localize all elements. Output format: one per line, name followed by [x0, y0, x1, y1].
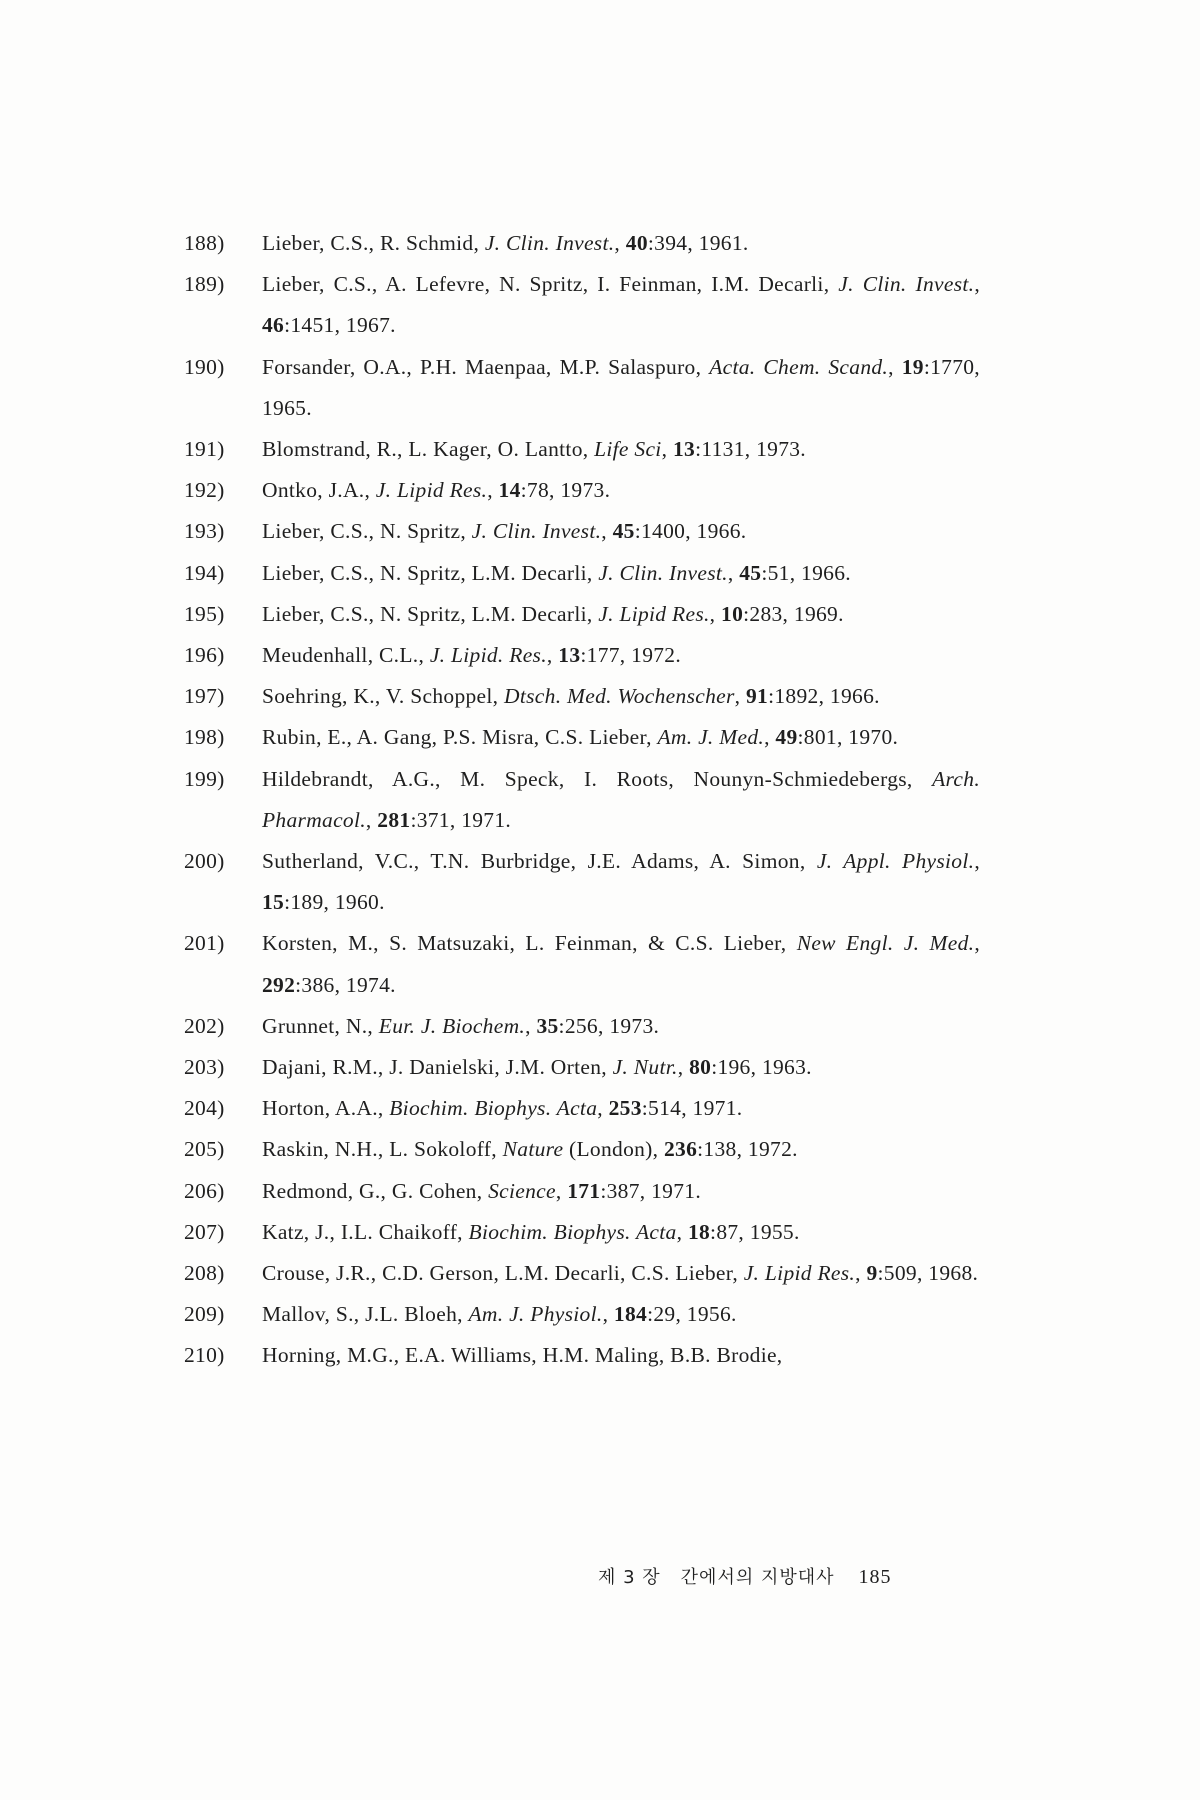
reference-journal: J. Lipid Res. — [598, 601, 710, 626]
reference-separator: , — [974, 931, 980, 956]
reference-volume: 46 — [262, 313, 285, 338]
reference-item — [184, 1088, 980, 1129]
reference-pages-year: :1770, 1965. — [262, 354, 980, 420]
reference-separator: , — [525, 1013, 537, 1038]
reference-pages-year: :514, 1971. — [641, 1096, 743, 1121]
reference-volume: 18 — [687, 1219, 711, 1244]
reference-pages-year: :801, 1970. — [797, 725, 899, 750]
reference-authors: Lieber, C.S., N. Spritz, — [262, 519, 472, 544]
reference-authors: Blomstrand, R., L. Kager, O. Lantto, — [262, 437, 595, 462]
reference-journal: Science — [488, 1178, 556, 1203]
reference-text — [262, 1088, 980, 1129]
reference-volume: 13 — [558, 643, 581, 668]
reference-authors: Sutherland, V.C., T.N. Burbridge, J.E. Adams, A. Simon, — [262, 849, 817, 874]
reference-volume: 292 — [262, 972, 296, 997]
reference-journal: Eur. J. Biochem. — [378, 1013, 526, 1038]
reference-authors: Lieber, C.S., N. Spritz, L.M. Decarli, — [262, 560, 599, 585]
reference-separator: , — [888, 354, 902, 379]
reference-number: 197) — [184, 684, 225, 709]
reference-text — [262, 1212, 980, 1253]
reference-separator: , — [734, 684, 746, 709]
reference-item — [184, 553, 980, 594]
reference-volume: 91 — [746, 684, 769, 709]
reference-separator: , — [727, 560, 740, 585]
reference-pages-year: :51, 1966. — [761, 560, 851, 585]
reference-authors: Horning, M.G., E.A. Williams, H.M. Maling, B.B. Brodie, — [262, 1343, 783, 1368]
reference-text — [262, 1171, 980, 1212]
reference-volume: 10 — [721, 601, 744, 626]
reference-separator: , — [555, 1178, 568, 1203]
reference-pages-year: :394, 1961. — [647, 231, 749, 255]
reference-authors: Forsander, O.A., P.H. Maenpaa, M.P. Salaspuro, — [262, 354, 710, 379]
reference-text — [262, 223, 980, 264]
reference-volume: 13 — [672, 437, 696, 462]
reference-item — [184, 1006, 980, 1047]
reference-number: 207) — [184, 1219, 225, 1244]
reference-text — [262, 511, 980, 552]
reference-pages-year: :78, 1973. — [520, 478, 611, 503]
reference-separator: , — [661, 437, 673, 462]
reference-item — [184, 717, 980, 758]
reference-journal: J. Lipid. Res. — [429, 643, 547, 668]
reference-number: 201) — [184, 931, 225, 956]
reference-item — [184, 923, 980, 1005]
reference-item — [184, 1294, 980, 1335]
reference-number: 208) — [184, 1261, 225, 1286]
reference-number: 195) — [184, 601, 225, 626]
reference-volume: 19 — [901, 354, 924, 379]
reference-pages-year: :509, 1968. — [877, 1261, 979, 1286]
reference-number: 209) — [184, 1302, 225, 1327]
reference-text — [262, 635, 980, 676]
reference-authors: Korsten, M., S. Matsuzaki, L. Feinman, & C.S. Lieber, — [262, 931, 797, 956]
reference-journal: J. Appl. Physiol. — [816, 849, 975, 874]
reference-separator: , — [677, 1055, 690, 1080]
reference-text — [262, 676, 980, 717]
reference-item — [184, 347, 980, 429]
reference-separator: (London), — [563, 1137, 664, 1162]
reference-pages-year: :1892, 1966. — [768, 684, 880, 709]
reference-text — [262, 1006, 980, 1047]
reference-journal: New Engl. J. Med. — [796, 931, 975, 956]
reference-journal: J. Clin. Invest. — [484, 231, 615, 255]
reference-journal: Am. J. Physiol. — [468, 1302, 603, 1327]
page-number: 185 — [858, 1566, 892, 1588]
reference-text — [262, 347, 980, 429]
reference-journal: J. Lipid Res. — [375, 478, 488, 503]
reference-volume: 184 — [613, 1302, 648, 1327]
reference-volume: 35 — [536, 1013, 559, 1038]
reference-text — [262, 759, 980, 841]
reference-authors: Ontko, J.A., — [262, 478, 376, 503]
reference-separator: , — [365, 807, 378, 832]
reference-number: 189) — [184, 272, 225, 297]
reference-item — [184, 759, 980, 841]
reference-pages-year: :256, 1973. — [558, 1013, 660, 1038]
reference-separator: , — [597, 1096, 609, 1121]
reference-journal: Biochim. Biophys. Acta — [468, 1219, 677, 1244]
reference-number: 206) — [184, 1178, 225, 1203]
reference-number: 199) — [184, 766, 225, 791]
reference-journal: Biochim. Biophys. Acta — [389, 1096, 598, 1121]
reference-text — [262, 1129, 980, 1170]
reference-pages-year: :1400, 1966. — [634, 519, 747, 544]
reference-separator: , — [546, 643, 559, 668]
reference-volume: 49 — [775, 725, 798, 750]
reference-item — [184, 223, 980, 264]
reference-volume: 15 — [262, 890, 285, 915]
reference-volume: 281 — [377, 807, 411, 832]
reference-text — [262, 1335, 980, 1376]
reference-text — [262, 717, 980, 758]
reference-number: 205) — [184, 1137, 225, 1162]
reference-text — [262, 470, 980, 511]
reference-authors: Raskin, N.H., L. Sokoloff, — [262, 1137, 503, 1162]
reference-journal: Acta. Chem. Scand. — [709, 354, 889, 379]
reference-pages-year: :386, 1974. — [295, 972, 396, 997]
reference-number: 192) — [184, 478, 225, 503]
reference-separator: , — [614, 231, 626, 255]
reference-authors: Crouse, J.R., C.D. Gerson, L.M. Decarli, C.S. Lieber, — [262, 1261, 744, 1286]
reference-journal: Life Sci — [594, 437, 662, 462]
reference-item — [184, 594, 980, 635]
reference-separator: , — [601, 519, 613, 544]
reference-journal: J. Lipid Res. — [743, 1261, 856, 1286]
reference-text — [262, 264, 980, 346]
reference-list — [184, 223, 981, 1377]
reference-pages-year: :283, 1969. — [743, 601, 844, 626]
reference-item — [184, 1047, 980, 1088]
footer-chapter-title: 간에서의 지방대사 — [680, 1567, 835, 1588]
reference-volume: 253 — [608, 1096, 642, 1121]
reference-item — [184, 676, 980, 717]
reference-authors: Lieber, C.S., A. Lefevre, N. Spritz, I. Feinman, I.M. Decarli, — [262, 272, 839, 297]
reference-item — [184, 511, 980, 552]
reference-pages-year: :87, 1955. — [710, 1219, 800, 1244]
reference-number: 196) — [184, 643, 225, 668]
reference-volume: 40 — [625, 231, 648, 255]
reference-journal: J. Nutr. — [612, 1055, 678, 1080]
reference-number: 194) — [184, 560, 225, 585]
reference-number: 198) — [184, 725, 225, 750]
reference-text — [262, 553, 980, 594]
reference-journal: J. Clin. Invest. — [838, 272, 975, 297]
reference-text — [262, 1047, 980, 1088]
reference-journal: Nature — [502, 1137, 564, 1162]
reference-number: 188) — [184, 231, 225, 255]
reference-volume: 171 — [567, 1178, 601, 1203]
reference-number: 204) — [184, 1096, 225, 1121]
reference-separator: , — [676, 1219, 688, 1244]
reference-text — [262, 1253, 980, 1294]
reference-text — [262, 594, 980, 635]
reference-pages-year: :189, 1960. — [284, 890, 385, 915]
reference-journal: Am. J. Med. — [657, 725, 765, 750]
reference-volume: 80 — [689, 1055, 712, 1080]
reference-pages-year: :387, 1971. — [600, 1178, 701, 1203]
reference-item — [184, 264, 981, 346]
reference-separator: , — [487, 478, 499, 503]
reference-text — [262, 1294, 980, 1335]
reference-authors: Grunnet, N., — [262, 1013, 379, 1038]
reference-separator: , — [974, 849, 980, 874]
reference-pages-year: :371, 1971. — [410, 807, 512, 832]
reference-item — [184, 1129, 980, 1170]
reference-pages-year: :1451, 1967. — [284, 313, 396, 338]
reference-text — [262, 923, 980, 1005]
reference-pages-year: :29, 1956. — [647, 1302, 737, 1327]
reference-authors: Horton, A.A., — [262, 1096, 390, 1121]
reference-authors: Mallov, S., J.L. Bloeh, — [262, 1302, 469, 1327]
reference-number: 202) — [184, 1013, 225, 1038]
reference-authors: Dajani, R.M., J. Danielski, J.M. Orten, — [262, 1055, 613, 1080]
reference-item — [184, 1212, 980, 1253]
reference-volume: 14 — [498, 478, 521, 503]
reference-volume: 9 — [866, 1261, 878, 1286]
reference-pages-year: :177, 1972. — [580, 643, 682, 668]
reference-item — [184, 470, 980, 511]
reference-journal: J. Clin. Invest. — [598, 560, 728, 585]
reference-separator: , — [709, 601, 722, 626]
reference-number: 200) — [184, 849, 225, 874]
reference-item — [184, 1171, 980, 1212]
reference-volume: 45 — [739, 560, 762, 585]
reference-separator: , — [855, 1261, 867, 1286]
reference-item — [184, 841, 980, 923]
reference-authors: Meudenhall, C.L., — [262, 643, 430, 668]
reference-number: 203) — [184, 1055, 225, 1080]
reference-number: 191) — [184, 437, 225, 462]
reference-separator: , — [764, 725, 776, 750]
reference-pages-year: :1131, 1973. — [695, 437, 806, 462]
reference-authors: Redmond, G., G. Cohen, — [262, 1178, 489, 1203]
reference-authors: Soehring, K., V. Schoppel, — [262, 684, 505, 709]
reference-item — [184, 1253, 980, 1294]
reference-authors: Lieber, C.S., N. Spritz, L.M. Decarli, — [262, 601, 599, 626]
reference-journal: Arch. Pharmacol. — [262, 766, 980, 832]
reference-number: 210) — [184, 1343, 225, 1368]
reference-pages-year: :196, 1963. — [711, 1055, 812, 1080]
reference-authors: Hildebrandt, A.G., M. Speck, I. Roots, Nounyn-Schmiedebergs, — [262, 766, 933, 791]
reference-text — [262, 429, 980, 470]
page-footer — [598, 1563, 998, 1589]
reference-journal: J. Clin. Invest. — [471, 519, 602, 544]
reference-journal: Dtsch. Med. Wochenscher — [504, 684, 735, 709]
reference-separator: , — [602, 1302, 614, 1327]
reference-pages-year: :138, 1972. — [697, 1137, 798, 1162]
footer-chapter: 제 3 장 — [598, 1567, 661, 1588]
reference-volume: 236 — [664, 1137, 698, 1162]
reference-authors: Katz, J., I.L. Chaikoff, — [262, 1219, 469, 1244]
reference-text — [262, 841, 980, 923]
reference-authors: Rubin, E., A. Gang, P.S. Misra, C.S. Lieber, — [262, 725, 658, 750]
reference-number: 190) — [184, 354, 225, 379]
reference-volume: 45 — [612, 519, 635, 544]
reference-item — [184, 429, 980, 470]
reference-item — [184, 1335, 980, 1376]
reference-number: 193) — [184, 519, 225, 544]
reference-item — [184, 635, 980, 676]
reference-authors: Lieber, C.S., R. Schmid, — [262, 231, 485, 255]
reference-separator: , — [974, 272, 981, 297]
